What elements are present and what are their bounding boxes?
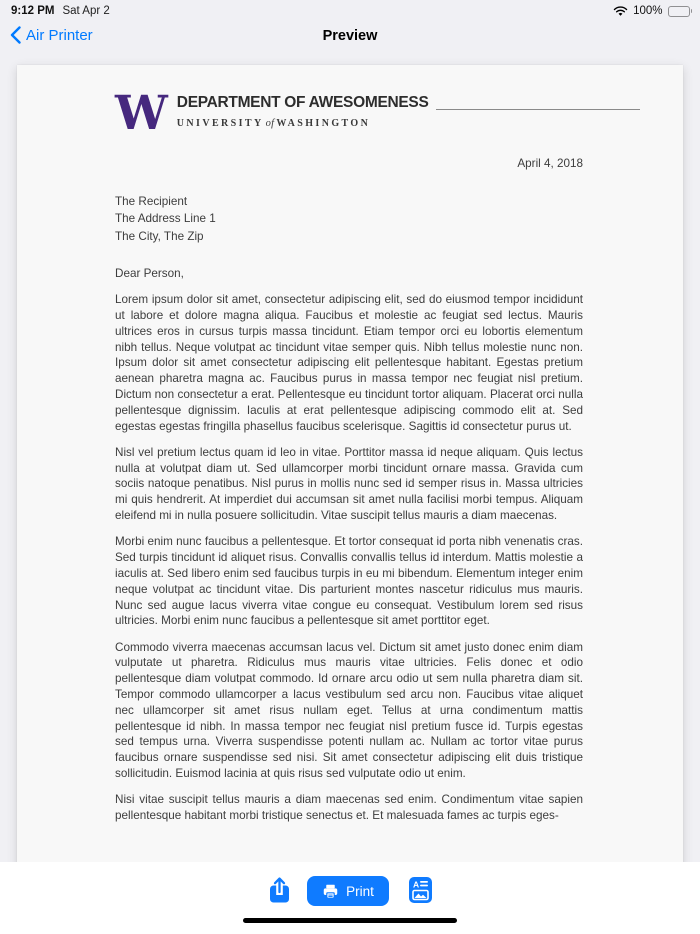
letterhead-rule (436, 109, 640, 110)
share-button[interactable] (267, 876, 292, 905)
status-bar (0, 0, 700, 22)
letter-paragraph: Commodo viverra maecenas accumsan lacus vel. Dictum sit amet justo donec enim diam vulputate ut pharetra. Ridiculus mus mauris vitae ultricies. Felis donec et odio pellentesque diam volutpat commodo. Id ornare arcu odio ut sem nulla pharetra diam sit. Tempor commodo ullamcorper a lacus vestibulum sed arcu non. Faucibus vitae aliquet nec ullamcorper sit amet risus nullam eget. Tellus at urna condimentum mattis pellentesque id nibh. In massa tempor nec feugiat nisl pretium fusce id. Turpis egestas sed tempus urna. Viverra suspendisse potenti nullam ac. Nullam ac tortor vitae purus faucibus ornare suspendisse sed nisi. Sit amet consectetur adipiscing elit duis tristique sollicitudin. Euismod lacinia at quis risus sed vulputate odio ut enim. (115, 640, 583, 781)
bottom-toolbar (0, 862, 700, 934)
letter-paragraph: Nisi vitae suscipit tellus mauris a diam maecenas sed enim. Condimentum vitae sapien pellentesque habitant morbi tristique senectus et. Et malesuada fames ac turpis eges- (115, 793, 583, 823)
status-time: 9:12 PM (11, 5, 55, 17)
university-w-logo: W (115, 86, 167, 141)
university-word: UNIVERSITY (176, 117, 264, 129)
battery-icon (668, 6, 693, 17)
letter-paragraph: Nisl vel pretium lectus quam id leo in vitae. Porttitor massa id neque aliquam. Quis lectus nulla at volutpat diam ut. Sed ullamcorper morbi tincidunt ornare massa. Gravida cum sociis natoque penatibus. Nisl purus in mollis nunc sed id semper risus in. Massa ultricies mi quis hendrerit. At imperdiet dui accumsan sit amet nulla facilisi morbi tempus. Aliquam eleifend mi in nulla posuere sollicitudin. Vitae suscipit tellus mauris a diam maecenas. (115, 445, 583, 523)
washington-word: WASHINGTON (276, 117, 371, 129)
letter-content (17, 65, 683, 824)
recipient-address-block (115, 193, 583, 245)
document-preview-page[interactable] (17, 65, 683, 870)
letter-paragraph: Morbi enim nunc faucibus a pellentesque. Et tortor consequat id porta nibh venenatis cras. Sed turpis tincidunt id aliquet risus. Convallis convallis tellus id interdum. Mattis molestie a iaculis at. Sed libero enim sed faucibus turpis in eu mi bibendum. Elementum integer enim neque volutpat ac tincidunt vitae. Dis parturient montes nascetur ridiculus mus mauris. Nunc sed augue lacus viverra vitae congue eu consequat. Vestibulum lorem sed risus ultricies. Morbi enim nunc faucibus a pellentesque sit amet porttitor eget. (115, 535, 583, 628)
print-button-label: Print (346, 883, 374, 899)
wifi-icon (613, 6, 628, 17)
recipient-line: The City, The Zip (115, 229, 204, 243)
letter-date: April 4, 2018 (517, 157, 583, 171)
back-button-label: Air Printer (26, 26, 93, 44)
print-options-button[interactable] (408, 876, 433, 904)
status-left (11, 5, 110, 17)
share-icon (267, 876, 292, 905)
print-button[interactable] (307, 876, 389, 906)
svg-text:A: A (413, 879, 420, 890)
recipient-line: The Recipient (115, 195, 188, 209)
status-right (613, 5, 692, 17)
print-options-icon (408, 876, 433, 904)
university-of: of (265, 117, 275, 129)
university-name (177, 116, 583, 132)
recipient-line: The Address Line 1 (115, 212, 216, 226)
printer-icon (322, 883, 339, 900)
letterhead-text (177, 92, 583, 131)
navigation-bar (0, 22, 700, 54)
letterhead (115, 86, 583, 141)
status-date: Sat Apr 2 (62, 5, 110, 17)
letter-paragraph: Lorem ipsum dolor sit amet, consectetur adipiscing elit, sed do eiusmod tempor incididunt ut labore et dolore magna aliqua. Faucibus et molestie ac feugiat sed lectus. Mauris ultrices eros in cursus turpis massa tincidunt. Etiam tempor orci eu lobortis elementum nibh tellus. Neque volutpat ac tincidunt vitae semper quis. Nibh tellus molestie nunc non. Ipsum dolor sit amet consectetur adipiscing elit pellentesque habitant. Egestas pretium aenean pharetra magna ac. Faucibus purus in massa tempor nec feugiat nisl pretium. Dictum non consectetur a erat. Pellentesque eu tincidunt tortor aliquam. Placerat orci nulla pellentesque dignissim. Iaculis at erat pellentesque adipiscing commodo elit at. Sed egestas egestas fringilla phasellus faucibus scelerisque. Sagittis id consectetur purus ut. (115, 293, 583, 433)
page-title: Preview (322, 28, 378, 44)
home-indicator[interactable] (243, 918, 457, 923)
battery-percent: 100% (633, 5, 663, 17)
salutation: Dear Person, (115, 266, 184, 280)
department-name: DEPARTMENT OF AWESOMENESS (176, 94, 429, 111)
